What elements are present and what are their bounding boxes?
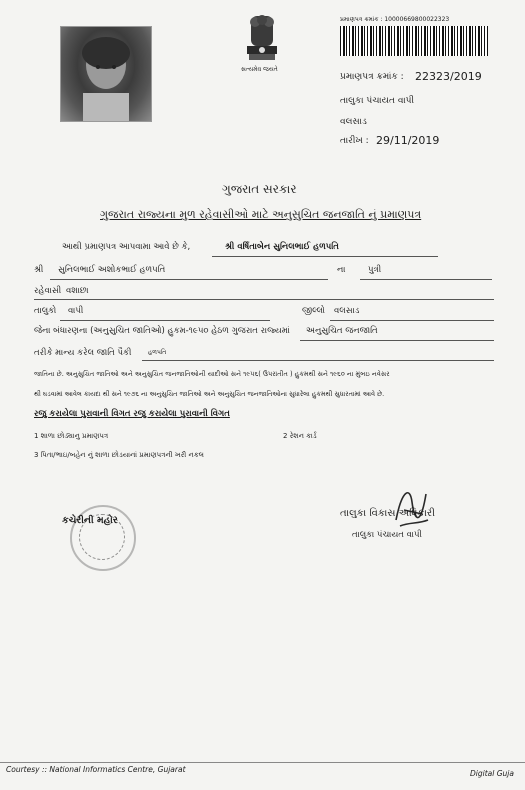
barcode	[340, 26, 488, 56]
caste: હળપતિ	[148, 349, 167, 356]
evidence-item-3: 3 પિતા/ભાઇ/બહેન નું શાળા છોડયાનાં પ્રમાણપત્રની ખરી નકલ	[34, 451, 204, 459]
officer-office: તાલુકા પંચાયત વાપી	[352, 530, 422, 540]
taluka-label: તાલુકો	[34, 306, 57, 316]
intro-text: આથી પ્રમાણપત્ર આપવામા આવે છે કે,	[62, 242, 191, 252]
evidence-heading: રજુ કરાયેલા પુરાવાની વિગત રજુ કરાયેલા પુરાવાની વિગત	[34, 409, 230, 419]
government-title: ગુજરાત સરકાર	[222, 182, 297, 196]
relation: પુત્રી	[368, 265, 382, 275]
header-district: વલસાડ	[340, 117, 367, 127]
footer-right: Digital Guja	[470, 769, 514, 778]
relation-label: ના	[337, 265, 346, 275]
resident-underline	[34, 299, 494, 300]
evidence-item-2: 2 રેશન કાર્ડ	[283, 432, 317, 440]
person-name: શ્રી વર્ષિતાબેન સુનિલભાઈ હળપતિ	[225, 242, 339, 252]
national-emblem-icon	[237, 12, 287, 78]
category: અનુસુચિત જનજાતિ	[306, 326, 378, 336]
footer-courtesy: Courtesy :: National Informatics Centre, Gujarat	[6, 765, 186, 774]
district: વલસાડ	[334, 306, 360, 316]
certificate-number: 22323/2019	[415, 70, 482, 83]
resident-label: રહેવાસી	[34, 286, 62, 296]
certificate-number-label: પ્રમાણપત્ર ક્રમાંક :	[340, 72, 404, 82]
relation-underline	[360, 279, 492, 280]
parent-prefix: શ્રી	[34, 265, 44, 275]
person-name-underline	[212, 256, 438, 257]
parent-name: સુનિલભાઈ અશોકભાઈ હળપતિ	[58, 265, 166, 275]
stamp-text: કચેરીની મહોર	[62, 515, 118, 526]
paragraph-line-1: જાતિના છે. અનુસુચિત જાતિઓ અને અનુસુચિત જનજાતિઓની યાદીઓ સને ૧૯૫૬( ઉપરાંતીત ) હુકમથી સને ૧૯૬૦ ના મુંબઇ નવેસર	[34, 370, 390, 378]
district-label: જીલ્લો	[302, 306, 326, 316]
order-text: જેના બંધારણના (અનુસુચિત જાતિઓ) હુકમ-૧૯૫૦ હેઠળ ગુજરાત રાજ્યમાં	[34, 326, 290, 336]
certificate-date: 29/11/2019	[376, 134, 440, 147]
resident: વશાછા	[66, 286, 89, 296]
evidence-item-1: 1 શાળા છોડ્યાનુ પ્રમાણપત્ર	[34, 432, 109, 440]
caste-underline	[142, 360, 494, 361]
officer-title: તાલુકા વિકાસ અધિકારી	[340, 508, 435, 519]
footer-divider	[0, 762, 525, 763]
applicant-photo	[60, 26, 152, 122]
district-underline	[330, 320, 494, 321]
category-underline	[300, 340, 494, 341]
date-label: તારીખ :	[340, 136, 369, 146]
barcode-label: પ્રમાણપત્ર ક્રમાંક : 10000669800022323	[340, 16, 450, 23]
recognized-label: તરીકે માન્ય કરેલ જાતિ પૈકી	[34, 348, 132, 358]
header-office: તાલુકા પંચાયત વાપી	[340, 96, 415, 106]
officer-signature	[392, 480, 432, 534]
certificate-title: ગુજરાત રાજ્યના મુળ રહેવાસીઓ માટે અનુસુચિત જનજાતિ નું પ્રમાણપત્ર	[100, 208, 422, 221]
emblem-caption: સત્યમેવ જયતે	[241, 66, 278, 73]
parent-underline	[50, 279, 328, 280]
taluka: વાપી	[68, 306, 84, 316]
taluka-underline	[60, 320, 270, 321]
paragraph-line-2: થી ઘડવામાં આવેલ કાયદા થી સને ૧૯૭૬ ના અનુસુચિત જાતિઓ અને અનુસુચિત જનજાતિઓના સુધારેલા હુકમથી સુધારતામાં આવે છે.	[34, 390, 385, 398]
